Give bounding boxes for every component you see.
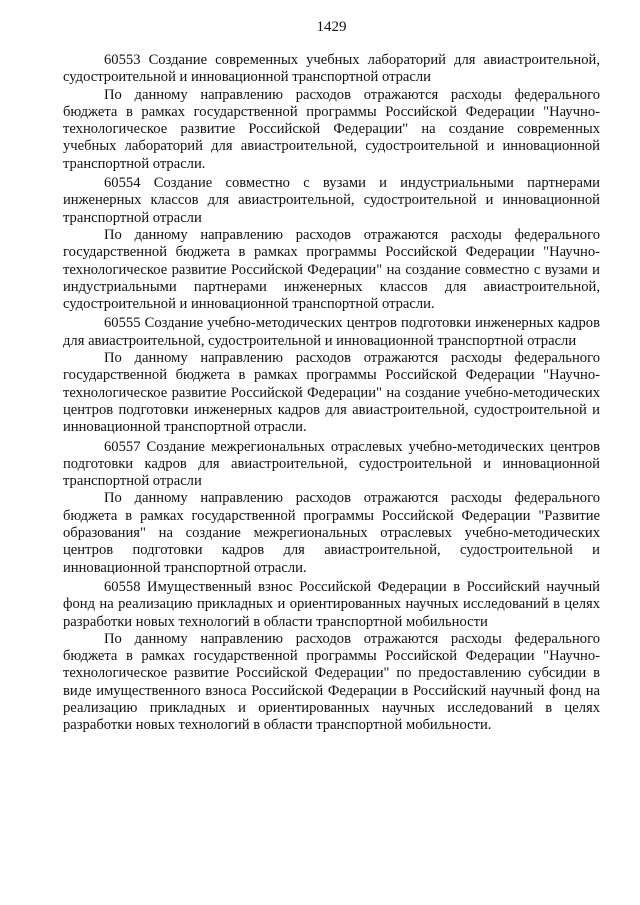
page-number: 1429 (316, 19, 347, 35)
section-60557-body: По данному направлению расходов отражаются расходы федерального бюджета в рамках государственной программы Российской Федерации "Развитие образования" на создание межрегиональных отраслевых учебно-методических центров подготовки кадров для авиастроительной, судостроительной и инновационной транспортной отрасли. (63, 490, 600, 576)
section-60553-body: По данному направлению расходов отражаются расходы федерального бюджета в рамках государственной программы Российской Федерации "Научно-технологическое развитие Российской Федерации" на создание современных учебных лабораторий для авиастроительной, судостроительной и инновационной транспортной отрасли. (63, 86, 600, 172)
section-60558-body: По данному направлению расходов отражаются расходы федерального бюджета в рамках государственной программы Российской Федерации "Научно-технологическое развитие Российской Федерации" по предоставлению субсидии в виде имущественного взноса Российской Федерации в Российский научный фонд на реализацию прикладных и ориентированных научных исследований в целях разработки новых технологий в области транспортной мобильности. (63, 630, 600, 734)
section-60555-heading: 60555 Создание учебно-методических центров подготовки инженерных кадров для авиастроительной, судостроительной и инновационной транспортной отрасли (63, 315, 600, 349)
section-60555-body: По данному направлению расходов отражаются расходы федерального государственной бюджета в рамках программы Российской Федерации "Научно-технологическое развитие Российской Федерации" на создание учебно-методических центров подготовки инженерных кадров для авиастроительной, судостроительной и инновационной транспортной отрасли. (63, 350, 600, 436)
document-page (63, 18, 600, 735)
section-60554-body: По данному направлению расходов отражаются расходы федерального государственной бюджета в рамках программы Российской Федерации "Научно-технологическое развитие Российской Федерации" на создание совместно с вузами и индустриальными партнерами инженерных классов для авиастроительной, судостроительной и инновационной транспортной отрасли. (63, 226, 600, 313)
section-60558-heading: 60558 Имущественный взнос Российской Федерации в Российский научный фонд на реализацию прикладных и ориентированных научных исследований в целях разработки новых технологий в области транспортной мобильности (63, 578, 600, 630)
section-60553-heading: 60553 Создание современных учебных лабораторий для авиастроительной, судостроительной и инновационной транспортной отрасли (63, 52, 600, 86)
section-60554-heading: 60554 Создание совместно с вузами и индустриальными партнерами инженерных классов для авиастроительной, судостроительной и инновационной транспортной отрасли (63, 175, 600, 226)
section-60557-heading: 60557 Создание межрегиональных отраслевых учебно-методических центров подготовки кадров для авиастроительной, судостроительной и инновационной транспортной отрасли (63, 438, 600, 490)
